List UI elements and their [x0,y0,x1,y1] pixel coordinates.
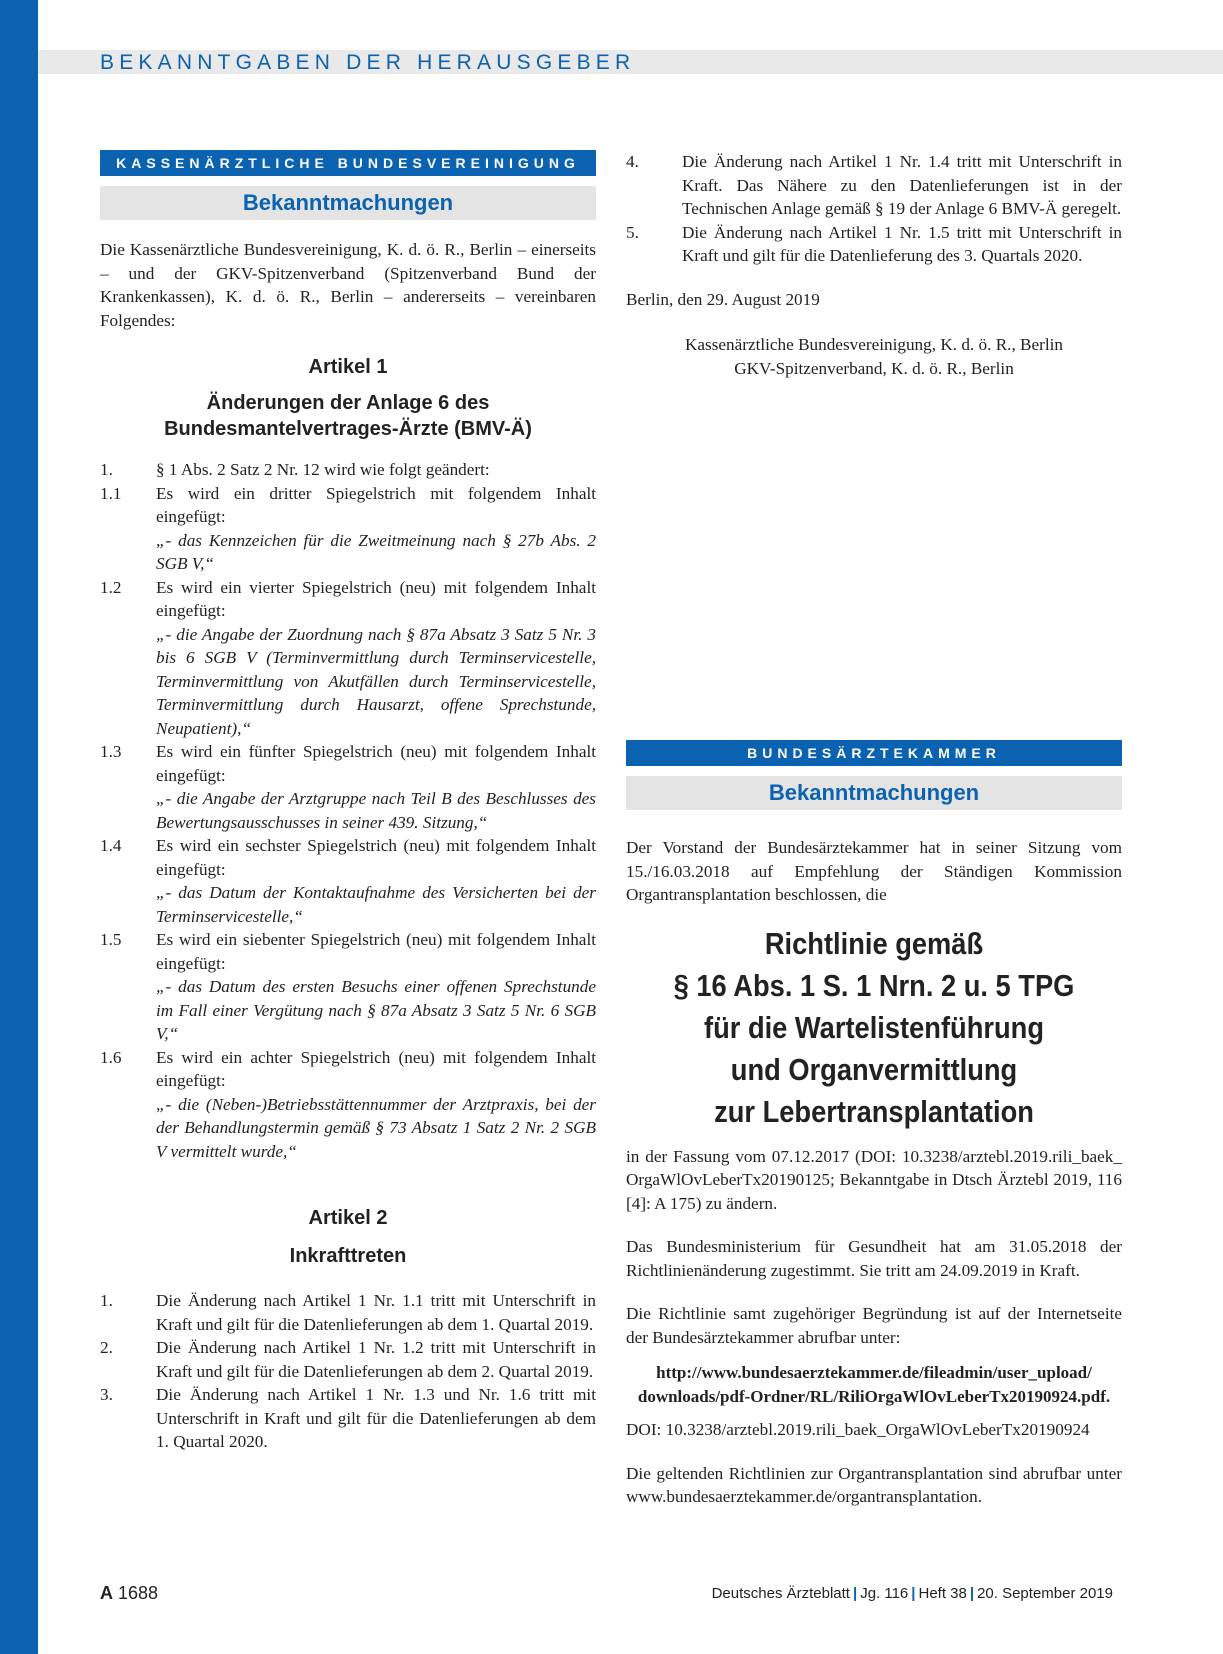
fassung-paragraph: in der Fassung vom 07.12.2017 (DOI: 10.3238/arztebl.2019.rili_baek_OrgaWlOvLeberTx20190125; Bekanntgabe in Dtsch Ärztebl 2019, 116 [4]: A 175) zu ändern. [626,1146,1122,1213]
signature-gkv: GKV-Spitzenverband, K. d. ö. R., Berlin [734,358,1014,378]
artikel-2-title: Artikel 2 [308,1207,388,1229]
separator: | [969,1585,975,1602]
bekanntmachungen-heading-right: Bekanntmachungen [626,776,1122,810]
artikel-2-list [100,1289,596,1454]
list-item: 1.3 Es wird ein fünfter Spiegelstrich (neu) mit folgendem Inhalt eingefügt: „- die Angabe der Arztgruppe nach Teil B des Beschlusses des Bewertungsausschusses in seiner 439. Sitzung,“ [100,742,596,832]
artikel-1-list [100,458,596,1163]
list-item: 2. Die Änderung nach Artikel 1 Nr. 1.2 tritt mit Unterschrift in Kraft und gilt für die Datenlieferungen ab dem 2. Quartal 2019. [100,1338,596,1381]
list-item: 1. § 1 Abs. 2 Satz 2 Nr. 12 wird wie folgt geändert: [100,460,490,479]
intro-paragraph-right: Der Vorstand der Bundesärztekammer hat in seiner Sitzung vom 15./16.03.2018 auf Empfehlung der Ständigen Kommission Organtransplantation beschlossen, die [626,838,1122,904]
list-item: 5. Die Änderung nach Artikel 1 Nr. 1.5 tritt mit Unterschrift in Kraft und gilt für die Datenlieferung des 3. Quartals 2020. [626,222,1122,265]
bekanntmachungen-heading-left: Bekanntmachungen [100,186,596,220]
list-item: 4. Die Änderung nach Artikel 1 Nr. 1.4 tritt mit Unterschrift in Kraft. Das Nähere zu den Datenlieferungen ist in der Technischen Anlage gemäß § 19 der Anlage 6 BMV-Ä geregelt. [626,152,1122,218]
left-accent-bar [0,0,38,1654]
list-item: 1.1 Es wird ein dritter Spiegelstrich mit folgendem Inhalt eingefügt: „- das Kennzeichen für die Zweitmeinung nach § 27b Abs. 2 SGB V,“ [100,483,596,573]
separator: | [911,1585,916,1602]
list-item: 3. Die Änderung nach Artikel 1 Nr. 1.3 und Nr. 1.6 tritt mit Unterschrift in Kraft und gilt für die Datenlieferungen ab dem 1. Quartal 2020. [100,1385,596,1451]
quoted-text: „- die Angabe der Zuordnung nach § 87a Absatz 3 Satz 5 Nr. 3 bis 6 SGB V (Terminvermittlung durch Terminservicestelle, Terminvermittlung von Akutfällen durch Terminservicestelle, Terminvermittlung durch Hausarzt, offene Sprechstunde, Neupatient),“ [156,624,596,738]
richtlinie-title [626,923,1122,1133]
list-item: 1.5 Es wird ein siebenter Spiegelstrich (neu) mit folgendem Inhalt eingefügt: „- das Datum des ersten Besuchs einer offenen Sprechstunde im Fall einer Vergütung nach § 87a Absatz 3 Satz 5 Nr. 6 SGB V,“ [100,930,596,1043]
internet-paragraph: Die Richtlinie samt zugehöriger Begründung ist auf der Internetseite der Bundesärztekammer abrufbar unter: [626,1304,1122,1347]
url-line[interactable]: downloads/pdf-Ordner/RL/RiliOrgaWlOvLeberTx20190924.pdf. [637,1386,1111,1406]
artikel-1-subtitle: Änderungen der Anlage 6 des Bundesmantelvertrages-Ärzte (BMV-Ä) [164,392,532,440]
quoted-text: „- das Datum des ersten Besuchs einer offenen Sprechstunde im Fall einer Vergütung nach § 87a Absatz 3 Satz 5 Nr. 6 SGB V,“ [156,977,596,1043]
org-bar-baek: BUNDESÄRZTEKAMMER [626,740,1122,766]
date-line: Berlin, den 29. August 2019 [626,289,820,309]
separator: | [852,1585,858,1602]
signature-kbv: Kassenärztliche Bundesvereinigung, K. d. ö. R., Berlin [684,335,1064,354]
artikel-2-subtitle: Inkrafttreten [289,1245,407,1267]
title-line: § 16 Abs. 1 S. 1 Nrn. 2 u. 5 TPG [673,967,1075,1003]
right-column-baek [626,740,1122,1509]
list-item: 1.6 Es wird ein achter Spiegelstrich (neu) mit folgendem Inhalt eingefügt: „- die (Neben-)Betriebsstättennummer der Arztpraxis, bei der der Behandlungstermin gemäß § 73 Absatz 1 Satz 2 Nr. 2 SGB V vermittelt wurde,“ [100,1047,596,1161]
doi-line: DOI: 10.3238/arztebl.2019.rili_baek_OrgaWlOvLeberTx20190924 [626,1420,1090,1439]
list-item: 1.4 Es wird ein sechster Spiegelstrich (neu) mit folgendem Inhalt eingefügt: „- das Datum der Kontaktaufnahme des Versicherten bei der Terminservicestelle,“ [100,836,596,926]
quoted-text: „- das Datum der Kontaktaufnahme des Versicherten bei der Terminservicestelle,“ [156,883,596,926]
intro-paragraph-left: Die Kassenärztliche Bundesvereinigung, K. d. ö. R., Berlin – einerseits – und der GKV-Spitzenverband (Spitzenverband Bund der Krankenkassen), K. d. ö. R., Berlin – andererseits – vereinbaren Folgendes: [100,240,596,330]
org-bar-kbv: KASSENÄRZTLICHE BUNDESVEREINIGUNG [100,150,596,176]
quoted-text: „- das Kennzeichen für die Zweitmeinung nach § 27b Abs. 2 SGB V,“ [156,530,596,573]
quoted-text: „- die (Neben-)Betriebsstättennummer der Arztpraxis, bei der der Behandlungstermin gemäß § 73 Absatz 1 Satz 2 Nr. 2 SGB V vermittelt wurde,“ [156,1094,596,1161]
bmg-paragraph: Das Bundesministerium für Gesundheit hat am 31.05.2018 der Richtlinienänderung zugestimmt. Sie tritt am 24.09.2019 in Kraft. [626,1237,1122,1280]
quoted-text: „- die Angabe der Arztgruppe nach Teil B des Beschlusses des Bewertungsausschusses in seiner 439. Sitzung,“ [156,789,596,832]
list-item: 1. Die Änderung nach Artikel 1 Nr. 1.1 tritt mit Unterschrift in Kraft und gilt für die Datenlieferungen ab dem 1. Quartal 2019. [100,1291,596,1334]
richtlinien-paragraph: Die geltenden Richtlinien zur Organtransplantation sind abrufbar unter www.bundesaerztekammer.de/organtransplantation. [626,1463,1122,1506]
url-line[interactable]: http://www.bundesaerztekammer.de/fileadmin/user_upload/ [656,1363,1092,1382]
richtlinie-link[interactable] [626,1361,1122,1408]
list-item: 1.2 Es wird ein vierter Spiegelstrich (neu) mit folgendem Inhalt eingefügt: „- die Angabe der Zuordnung nach § 87a Absatz 3 Satz 5 Nr. 3 bis 6 SGB V (Terminvermittlung durch Terminservicestelle, Terminvermittlung von Akutfällen durch Terminservicestelle, Terminvermittlung durch Hausarzt, offene Sprechstunde, Neupatient),“ [100,577,596,738]
page-number: A 1688 [100,1583,159,1603]
right-column [626,150,1122,380]
title-line: Richtlinie gemäß [764,925,984,961]
artikel-1-title: Artikel 1 [308,356,388,378]
title-line: und Organvermittlung [730,1051,1018,1087]
signature-block [626,333,1122,380]
title-line: zur Lebertransplantation [714,1093,1034,1129]
title-line: für die Wartelistenführung [703,1009,1044,1045]
section-header: BEKANNTGABEN DER HERAUSGEBER [100,51,636,74]
journal-citation: Deutsches Ärzteblatt | Jg. 116 | Heft 38 | 20. September 2019 [711,1585,1113,1602]
left-column [100,150,596,1454]
